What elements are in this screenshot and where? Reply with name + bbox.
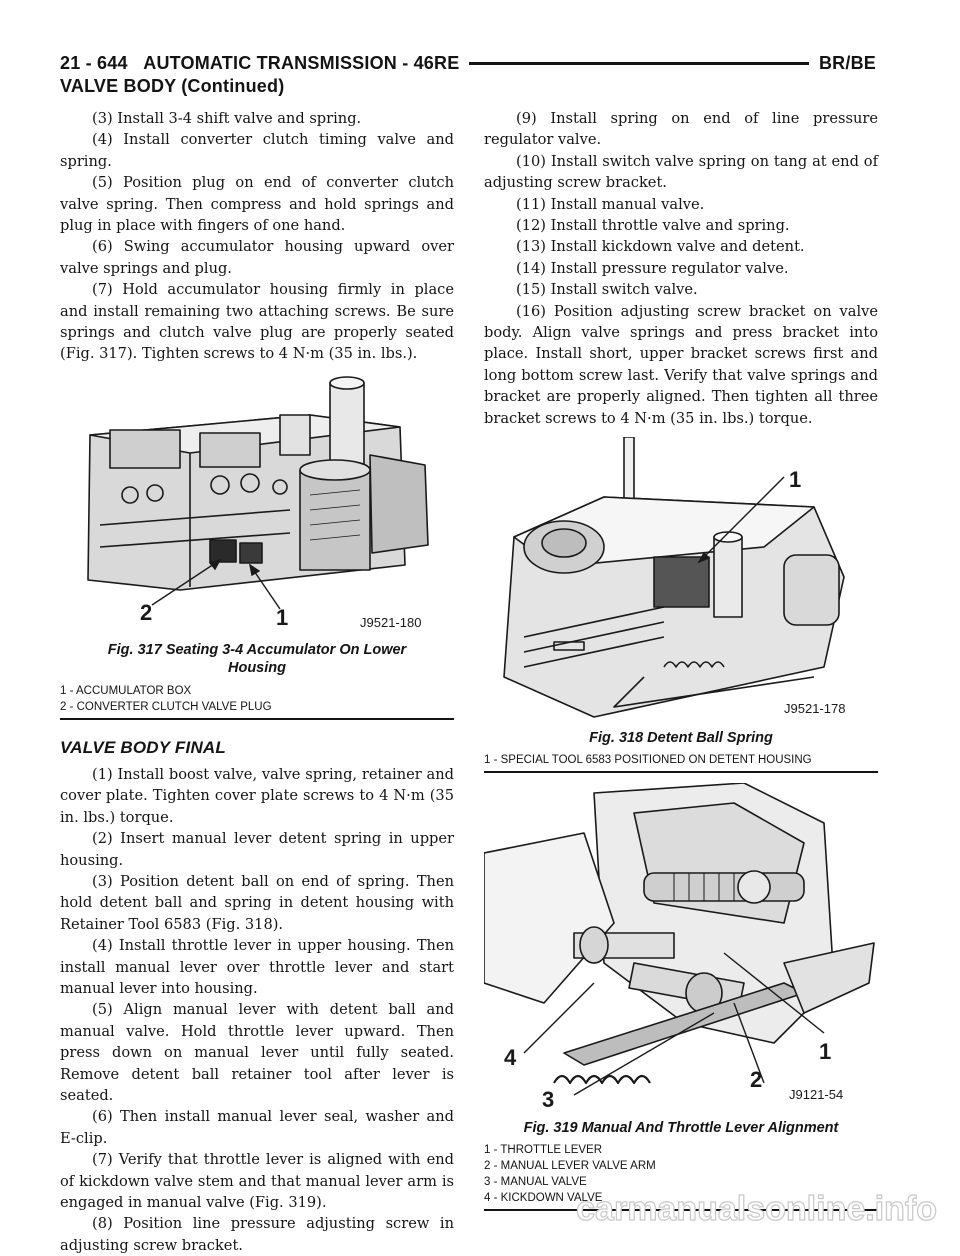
figure-caption: Fig. 318 Detent Ball Spring — [589, 730, 773, 747]
model-code: BR/BE — [818, 52, 876, 73]
step-paragraph: (15) Install switch valve. — [516, 281, 698, 299]
left-column — [60, 108, 454, 1256]
figure-caption: Fig. 317 Seating 3-4 Accumulator On Lower Housing — [107, 641, 407, 676]
art-code: J9521-178 — [784, 701, 846, 717]
page-reference: 21 - 644 — [60, 52, 128, 73]
step-paragraph: (7) Verify that throttle lever is aligned with end of kickdown valve stem and that manual lever arm is engaged in manual valve (Fig. 319). — [60, 1151, 454, 1211]
accumulator-housing-illustration — [60, 375, 454, 637]
chapter-title: AUTOMATIC TRANSMISSION - 46RE — [143, 52, 460, 73]
step-paragraph: (4) Install converter clutch timing valve and spring. — [60, 131, 454, 170]
step-paragraph: (9) Install spring on end of line pressure regulator valve. — [484, 110, 878, 149]
step-paragraph: (6) Then install manual lever seal, washer and E-clip. — [60, 1108, 454, 1147]
legend-item: 1 - THROTTLE LEVER — [484, 1144, 603, 1157]
callout-1: 1 — [819, 1039, 832, 1065]
step-paragraph: (3) Position detent ball on end of spring. Then hold detent ball and spring in detent housing with Retainer Tool 6583 (Fig. 318). — [60, 872, 454, 933]
page-header — [60, 52, 876, 74]
figure-317 — [60, 375, 454, 720]
section-subheading: VALVE BODY FINAL — [60, 737, 226, 757]
callout-3: 3 — [542, 1087, 555, 1113]
callout-2: 2 — [750, 1067, 763, 1093]
legend-item: 1 - SPECIAL TOOL 6583 POSITIONED ON DETENT HOUSING — [484, 754, 812, 767]
right-column — [484, 108, 878, 1211]
step-paragraph: (8) Position line pressure adjusting screw in adjusting screw bracket. — [60, 1215, 454, 1254]
page-number-chapter — [60, 53, 459, 74]
watermark-text: carmanualsonline.info — [576, 1190, 937, 1228]
step-paragraph: (1) Install boost valve, valve spring, retainer and cover plate. Tighten cover plate screws to 4 N·m (35 in. lbs.) torque. — [60, 765, 454, 826]
figure-318 — [484, 437, 878, 773]
section-continued-title: VALVE BODY (Continued) — [60, 76, 285, 96]
callout-1: 1 — [276, 604, 289, 630]
manual-throttle-lever-illustration — [484, 783, 878, 1117]
step-paragraph: (7) Hold accumulator housing firmly in place and install remaining two attaching screws. Be sure springs and clutch valve plug are properly seated (Fig. 317). Tighten screws to 4 N·m (35 in. lbs.). — [60, 281, 454, 363]
callout-1: 1 — [789, 467, 802, 493]
step-paragraph: (2) Insert manual lever detent spring in upper housing. — [60, 830, 454, 869]
figure-rule — [484, 771, 878, 773]
step-paragraph: (16) Position adjusting screw bracket on valve body. Align valve springs and press bracket into place. Install short, upper bracket screws first and long bottom screw last. Verify that valve springs and bracket are properly aligned. Then tighten all three bracket screws to 4 N·m (35 in. lbs.) torque. — [484, 302, 878, 427]
step-paragraph: (14) Install pressure regulator valve. — [516, 259, 789, 277]
figure-caption: Fig. 319 Manual And Throttle Lever Alignment — [523, 1120, 839, 1137]
legend-item: 2 - MANUAL LEVER VALVE ARM — [484, 1160, 656, 1173]
step-paragraph: (5) Position plug on end of converter clutch valve spring. Then compress and hold springs and plug in place with fingers of one hand. — [60, 174, 454, 235]
legend-item: 2 - CONVERTER CLUTCH VALVE PLUG — [60, 700, 272, 713]
figure-rule — [60, 718, 454, 720]
step-paragraph: (5) Align manual lever with detent ball and manual valve. Hold throttle lever upward. Then press down on manual lever until fully seated. Remove detent ball retainer tool after lever is seated. — [60, 1001, 454, 1104]
step-paragraph: (4) Install throttle lever in upper housing. Then install manual lever over throttle lever and start manual lever into housing. — [60, 937, 454, 997]
step-paragraph: (13) Install kickdown valve and detent. — [516, 238, 805, 256]
legend-item: 1 - ACCUMULATOR BOX — [60, 684, 192, 697]
step-paragraph: (11) Install manual valve. — [516, 195, 705, 213]
art-code: J9521-180 — [360, 614, 422, 630]
art-code: J9121-54 — [789, 1087, 844, 1103]
legend-item: 3 - MANUAL VALVE — [484, 1176, 587, 1189]
detent-ball-spring-illustration — [484, 437, 878, 727]
legend-item: 4 - KICKDOWN VALVE — [484, 1192, 603, 1205]
callout-4: 4 — [504, 1045, 517, 1071]
figure-319 — [484, 783, 878, 1211]
step-paragraph: (6) Swing accumulator housing upward over valve springs and plug. — [60, 238, 454, 277]
site-watermark — [482, 1186, 942, 1230]
callout-2: 2 — [140, 599, 153, 625]
step-paragraph: (12) Install throttle valve and spring. — [516, 217, 790, 235]
step-paragraph: (10) Install switch valve spring on tang at end of adjusting screw bracket. — [484, 152, 878, 192]
header-rule — [469, 62, 809, 65]
step-paragraph: (3) Install 3-4 shift valve and spring. — [92, 110, 362, 127]
